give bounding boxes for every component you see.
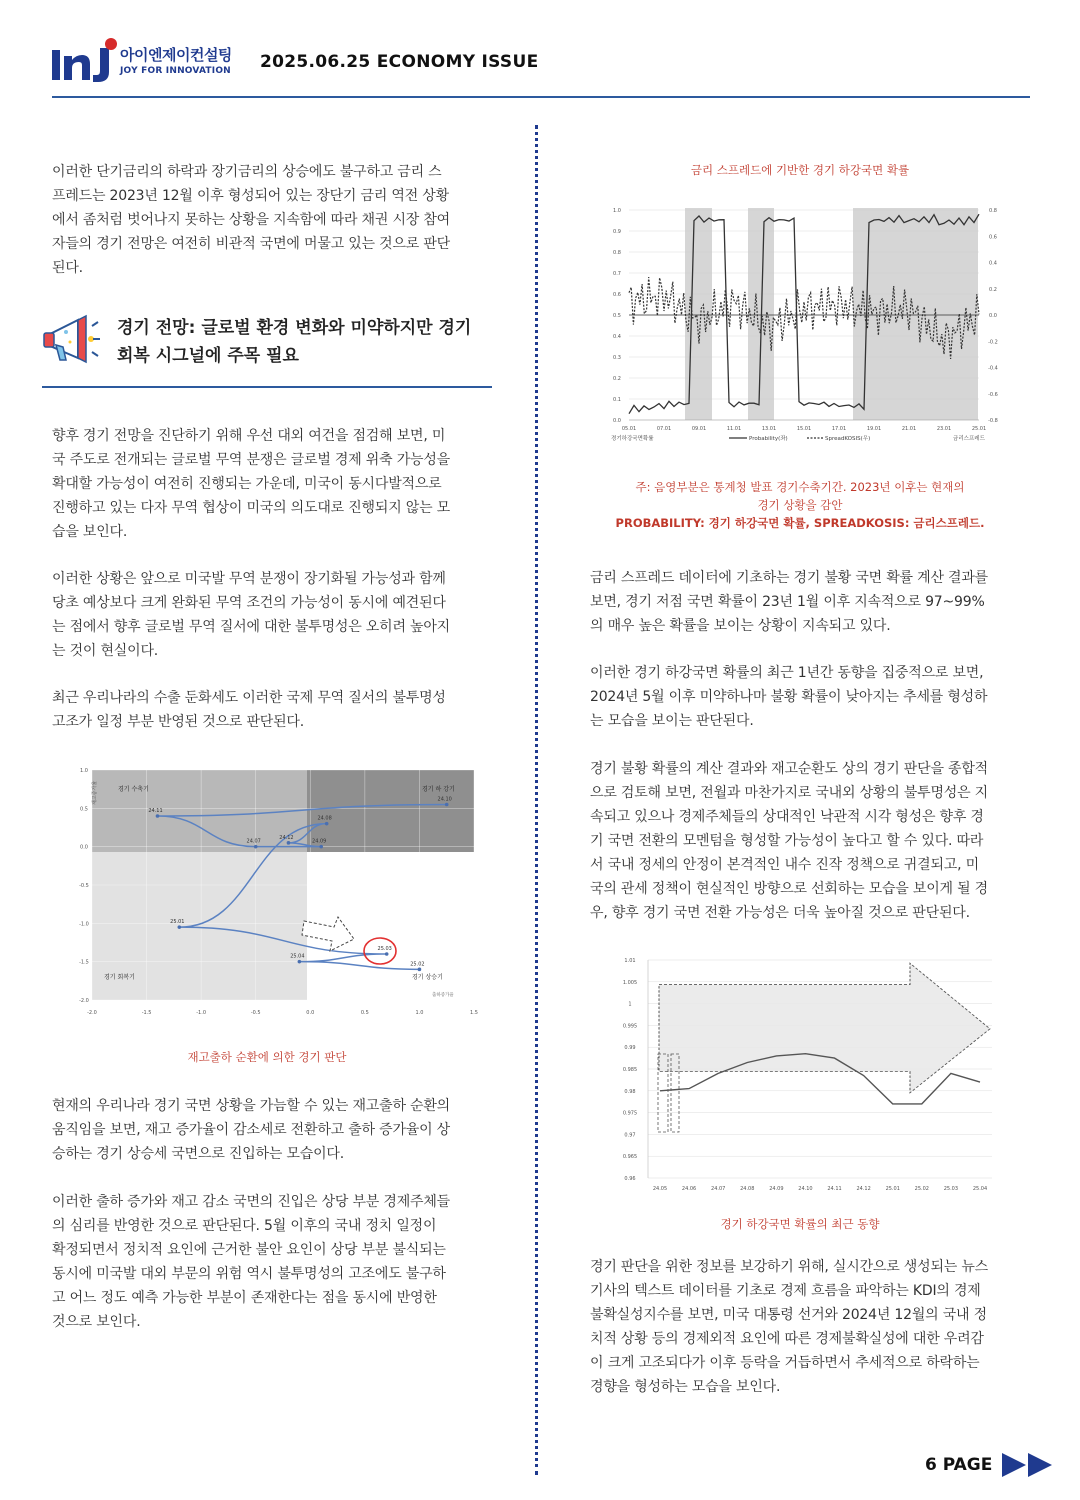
y-tick-label: -1.5	[79, 959, 89, 966]
column-divider	[535, 125, 538, 1475]
y-tick-label: 0.985	[622, 1067, 638, 1073]
legend-prob-label: Probability(좌)	[749, 436, 788, 442]
company-logo	[52, 28, 252, 88]
y-tick-label-right: 0.2	[989, 286, 997, 293]
y-tick-label: 0.965	[622, 1154, 638, 1161]
text-line: 의 매우 높은 확률을 보이는 상황이 지속되고 있다.	[590, 618, 891, 634]
text-line: 이러한 상황은 앞으로 미국발 무역 분쟁이 장기화될 가능성과 함께	[52, 571, 446, 587]
quadrant-label-contraction: 경기 수축기	[118, 786, 149, 793]
text-line: 서 국내 정세의 안정이 본격적인 내수 진작 정책으로 귀결되고, 미	[590, 857, 979, 873]
text-line: 는 점에서 향후 글로벌 무역 질서에 대한 불투명성은 오히려 높아지	[52, 619, 450, 635]
y-tick-label: 0.995	[622, 1023, 638, 1030]
cycle-point	[254, 845, 258, 849]
x-tick-label: 24.10	[798, 1186, 813, 1192]
y-tick-label-left: 0.8	[613, 250, 621, 256]
text-line: 에서 좀처럼 벗어나지 못하는 상황을 지속함에 따라 채권 시장 참여	[52, 212, 450, 228]
x-tick-label: 19.01	[866, 426, 882, 432]
section-heading	[42, 310, 492, 388]
left-intro-paragraph	[52, 160, 502, 280]
inventory-cycle-ylabel: 재고증가율	[92, 780, 98, 805]
quadrant-label-upturn: 경기 상승기	[412, 974, 443, 981]
y-tick-label: 1.0	[80, 768, 88, 774]
legend-right-label: 금리스프레드	[953, 436, 985, 442]
cycle-point-label: 25.04	[290, 953, 305, 960]
x-tick-label: -1.0	[196, 1010, 207, 1016]
y-tick-label-right: -0.2	[988, 339, 998, 346]
x-tick-label: 25.04	[972, 1186, 988, 1192]
text-line: 2024년 5월 이후 미약하나마 불황 확률이 낮아지는 추세를 형성하	[590, 689, 988, 705]
text-line: 자들의 경기 전망은 여전히 비관적 국면에 머물고 있는 것으로 판단	[52, 236, 450, 252]
inventory-cycle-note: 출하증가율	[432, 993, 454, 998]
x-tick-label: 24.08	[740, 1186, 755, 1192]
text-line: 최근 우리나라의 수출 둔화세도 이러한 국제 무역 질서의 불투명성	[52, 690, 446, 706]
x-tick-label: 05.01	[621, 426, 637, 432]
text-line: 현재의 우리나라 경기 국면 상황을 가늠할 수 있는 재고출하 순환의	[52, 1098, 450, 1114]
legend-left-label: 경기하강국면확률	[611, 436, 654, 442]
y-tick-label: 0.99	[624, 1045, 636, 1052]
y-tick-label-left: 1.0	[613, 208, 621, 214]
x-tick-label: 13.01	[761, 426, 777, 432]
issue-title: 2025.06.25 ECONOMY ISSUE	[260, 52, 539, 72]
x-tick-label: 21.01	[901, 426, 917, 432]
text-line: 승하는 경기 상승세 국면으로 진입하는 모습이다.	[52, 1146, 344, 1162]
y-tick-label-right: 0.8	[989, 208, 997, 214]
y-tick-label: 0.975	[622, 1110, 638, 1117]
quadrant-label-downturn: 경기 하 강기	[422, 786, 455, 793]
y-tick-label: -2.0	[79, 998, 89, 1004]
text-line: 경향을 형성하는 모습을 보인다.	[590, 1379, 781, 1395]
y-tick-label-left: 0.0	[613, 418, 621, 424]
x-tick-label: 17.01	[831, 426, 847, 432]
text-line: 우, 향후 경기 국면 전환 가능성은 더욱 높아질 것으로 판단된다.	[590, 905, 970, 921]
text-line: 것으로 보인다.	[52, 1314, 141, 1330]
cycle-point-label: 24.11	[148, 808, 163, 814]
x-tick-label: 24.09	[769, 1186, 784, 1192]
logo-mark-icon	[52, 38, 122, 84]
text-line: 동시에 미국발 대외 부문의 위험 역시 불투명성의 고조에도 불구하	[52, 1266, 446, 1282]
next-page-arrows-icon[interactable]	[1000, 1452, 1055, 1478]
y-tick-label-right: -0.8	[988, 418, 998, 424]
spread-note-line-3: PROBABILITY: 경기 하강국면 확률, SPREADKOSIS: 금리스프레드.	[615, 516, 985, 530]
text-line: 불확실성지수를 보면, 미국 대통령 선거와 2024년 12월의 국내 정	[590, 1307, 987, 1323]
y-tick-label-left: 0.3	[613, 355, 621, 361]
text-line: 속되고 있으나 경제주체들의 상대적인 낙관적 시각 형성은 향후 경	[590, 809, 984, 825]
cycle-point-label: 24.12	[279, 834, 294, 841]
right-paragraph-3	[590, 757, 1030, 925]
cycle-point	[325, 822, 329, 826]
logo-slogan: JOY FOR INNOVATION	[120, 66, 231, 76]
y-tick-label-right: 0.0	[989, 313, 997, 319]
text-line: 고 어느 정도 예측 가능한 부분이 존재한다는 점을 동시에 반영한	[52, 1290, 437, 1306]
page-header	[52, 28, 1030, 98]
text-line: 고조가 일정 부분 반영된 것으로 판단된다.	[52, 714, 305, 730]
text-line: 으로 검토해 보면, 전월과 마찬가지로 국내외 상황의 불투명성은 지	[590, 785, 988, 801]
x-tick-label: 24.12	[856, 1186, 871, 1192]
x-tick-label: 23.01	[936, 426, 952, 432]
text-line: 움직임을 보면, 재고 증가율이 감소세로 전환하고 출하 증가율이 상	[52, 1122, 450, 1138]
text-line: 국의 관세 정책이 현실적인 방향으로 선회하는 모습을 보이게 될 경	[590, 881, 988, 897]
section-title: 경기 전망: 글로벌 환경 변화와 미약하지만 경기 회복 시그널에 주목 필요	[117, 318, 472, 366]
right-paragraph-1	[590, 566, 1030, 638]
page-number: 6 PAGE	[925, 1455, 993, 1475]
cycle-point	[178, 925, 182, 929]
y-tick-label-left: 0.4	[613, 334, 621, 340]
text-line: 진행하고 있는 다자 무역 협상이 미국의 의도대로 진행되지 않는 모	[52, 500, 450, 516]
x-tick-label: 25.01	[885, 1186, 900, 1192]
text-line: 된다.	[52, 260, 83, 276]
text-line: 습을 보인다.	[52, 524, 128, 540]
y-tick-label-left: 0.2	[613, 376, 621, 382]
cycle-point	[156, 814, 160, 818]
spread-chart-note	[590, 478, 1010, 532]
legend-spread-label: SpreadKOSIS(우)	[825, 436, 871, 442]
x-tick-label: 11.01	[726, 426, 742, 432]
x-tick-label: 0.0	[306, 1010, 315, 1016]
cycle-point-label: 24.08	[317, 815, 332, 822]
quadrant-downturn-shade	[307, 770, 474, 852]
text-line: 경기 판단을 위한 정보를 보강하기 위해, 실시간으로 생성되는 뉴스	[590, 1259, 988, 1275]
left-paragraph-3	[52, 686, 502, 734]
cycle-point	[298, 960, 302, 964]
left-paragraph-1	[52, 424, 502, 544]
text-line: 이러한 출하 증가와 재고 감소 국면의 진입은 상당 부분 경제주체들	[52, 1194, 450, 1210]
text-line: 기 국면 전환의 모멘텀을 형성할 가능성이 높다고 할 수 있다. 따라	[590, 833, 984, 849]
x-tick-label: 25.03	[943, 1186, 959, 1192]
y-tick-label-left: 0.9	[613, 229, 621, 235]
text-line: 금리 스프레드 데이터에 기초하는 경기 불황 국면 확률 계산 결과를	[590, 570, 988, 586]
left-paragraph-2	[52, 567, 502, 663]
x-tick-label: -1.5	[141, 1010, 152, 1016]
x-tick-label: 1.5	[470, 1010, 478, 1016]
cycle-point	[418, 968, 422, 972]
y-tick-label: 0.5	[80, 806, 88, 813]
text-line: 경기 불황 확률의 계산 결과와 재고순환도 상의 경기 판단을 종합적	[590, 761, 988, 777]
cycle-point-label: 24.07	[246, 838, 261, 845]
x-tick-label: 15.01	[796, 426, 812, 432]
left-paragraph-5	[52, 1190, 502, 1334]
x-tick-label: 09.01	[691, 426, 707, 432]
cycle-point	[385, 952, 389, 956]
cycle-point-label: 24.10	[437, 796, 452, 803]
x-tick-label: -0.5	[250, 1010, 261, 1016]
spread-chart-title: 금리 스프레드에 기반한 경기 하강국면 확률	[690, 163, 910, 177]
x-tick-label: 24.06	[681, 1186, 697, 1192]
text-line: 는 것이 현실이다.	[52, 643, 159, 659]
text-line: 기사의 텍스트 데이터를 기초로 경제 흐름을 파악하는 KDI의 경제	[590, 1283, 981, 1299]
left-paragraph-4	[52, 1094, 502, 1166]
y-tick-label-right: 0.4	[989, 260, 997, 267]
text-line: 치적 상황 등의 경제외적 요인에 따른 경제불확실성에 대한 우려감	[590, 1331, 984, 1347]
right-paragraph-2	[590, 661, 1030, 733]
cycle-point-label: 25.01	[170, 919, 185, 926]
inventory-cycle-caption: 재고출하 순환에 의한 경기 판단	[187, 1050, 347, 1064]
text-line: 국 주도로 전개되는 글로벌 무역 분쟁은 글로벌 경제 위축 가능성을	[52, 452, 450, 468]
y-tick-label: -0.5	[79, 883, 89, 889]
quadrant-label-recovery: 경기 회복기	[104, 974, 135, 981]
text-line: 확대할 가능성이 여전히 진행되는 가운데, 미국이 동시다발적으로	[52, 476, 442, 492]
y-tick-label-left: 0.7	[613, 271, 621, 277]
y-tick-label: 0.0	[80, 844, 88, 851]
cycle-point	[319, 845, 323, 849]
x-tick-label: 24.05	[652, 1186, 668, 1192]
cycle-point-label: 25.02	[410, 961, 425, 968]
text-line: 이러한 경기 하강국면 확률의 최근 1년간 동향을 집중적으로 보면,	[590, 665, 984, 681]
cycle-point	[445, 803, 449, 807]
logo-korean-name: 아이엔제이컨설팅	[120, 46, 232, 64]
text-line: 이 크게 고조되다가 이후 등락을 거듭하면서 추세적으로 하락하는	[590, 1355, 980, 1371]
recent-trend-chart	[614, 950, 1006, 1195]
section-rule	[42, 386, 492, 388]
inventory-cycle-chart	[72, 765, 476, 1020]
y-tick-label-left: 0.1	[613, 397, 621, 403]
quadrant-contraction-shade	[92, 770, 307, 852]
right-paragraph-4	[590, 1255, 1030, 1399]
text-line: 는 모습을 보이는 판단된다.	[590, 713, 754, 729]
cycle-point-label: 25.03	[377, 946, 392, 952]
x-tick-label: 24.07	[711, 1186, 726, 1192]
y-tick-label: 1.005	[622, 979, 638, 986]
text-line: 의 심리를 반영한 것으로 판단된다. 5월 이후의 국내 정치 일정이	[52, 1218, 437, 1234]
x-tick-label: 25.02	[914, 1186, 929, 1192]
x-tick-label: -2.0	[87, 1010, 97, 1016]
y-tick-label: 1	[628, 1001, 632, 1008]
y-tick-label-right: 0.6	[989, 234, 997, 241]
spread-note-line-2: 경기 상황을 감안	[757, 498, 843, 512]
text-line: 확정되면서 정치적 요인에 근거한 불안 요인이 상당 부분 불식되는	[52, 1242, 446, 1258]
text-line: 향후 경기 전망을 진단하기 위해 우선 대외 여건을 점검해 보면, 미	[52, 428, 446, 444]
y-tick-label: 0.98	[624, 1088, 636, 1095]
y-tick-label-right: -0.4	[988, 365, 998, 372]
x-tick-label: 1.0	[415, 1010, 424, 1016]
x-tick-label: 25.01	[971, 426, 987, 432]
x-tick-label: 24.11	[827, 1186, 842, 1192]
y-tick-label: -1.0	[79, 921, 89, 928]
recession-probability-chart	[607, 198, 1005, 456]
x-tick-label: 07.01	[656, 426, 672, 432]
quadrant-upturn-shade	[307, 852, 474, 1000]
y-tick-label-right: -0.6	[988, 391, 998, 398]
spread-note-line-1: 주: 음영부분은 통계청 발표 경기수축기간. 2023년 이후는 현재의	[635, 480, 965, 494]
text-line: 당초 예상보다 크게 완화된 무역 조건의 가능성이 동시에 예견된다	[52, 595, 446, 611]
megaphone-icon	[42, 312, 102, 368]
y-tick-label-left: 0.5	[613, 313, 621, 319]
text-line: 프레드는 2023년 12월 이후 형성되어 있는 장단기 금리 역전 상황	[52, 188, 449, 204]
recent-trend-caption: 경기 하강국면 확률의 최근 동향	[720, 1217, 880, 1231]
y-tick-label: 0.97	[624, 1132, 636, 1139]
cycle-point	[287, 841, 291, 845]
y-tick-label: 1.01	[624, 958, 636, 964]
cycle-point-label: 24.09	[312, 838, 327, 845]
x-tick-label: 0.5	[360, 1010, 369, 1016]
header-rule	[52, 96, 1030, 98]
text-line: 이러한 단기금리의 하락과 장기금리의 상승에도 불구하고 금리 스	[52, 164, 442, 180]
y-tick-label: 0.96	[624, 1176, 636, 1182]
y-tick-label-left: 0.6	[613, 292, 621, 298]
text-line: 보면, 경기 저점 국면 확률이 23년 1월 이후 지속적으로 97~99%	[590, 594, 985, 610]
